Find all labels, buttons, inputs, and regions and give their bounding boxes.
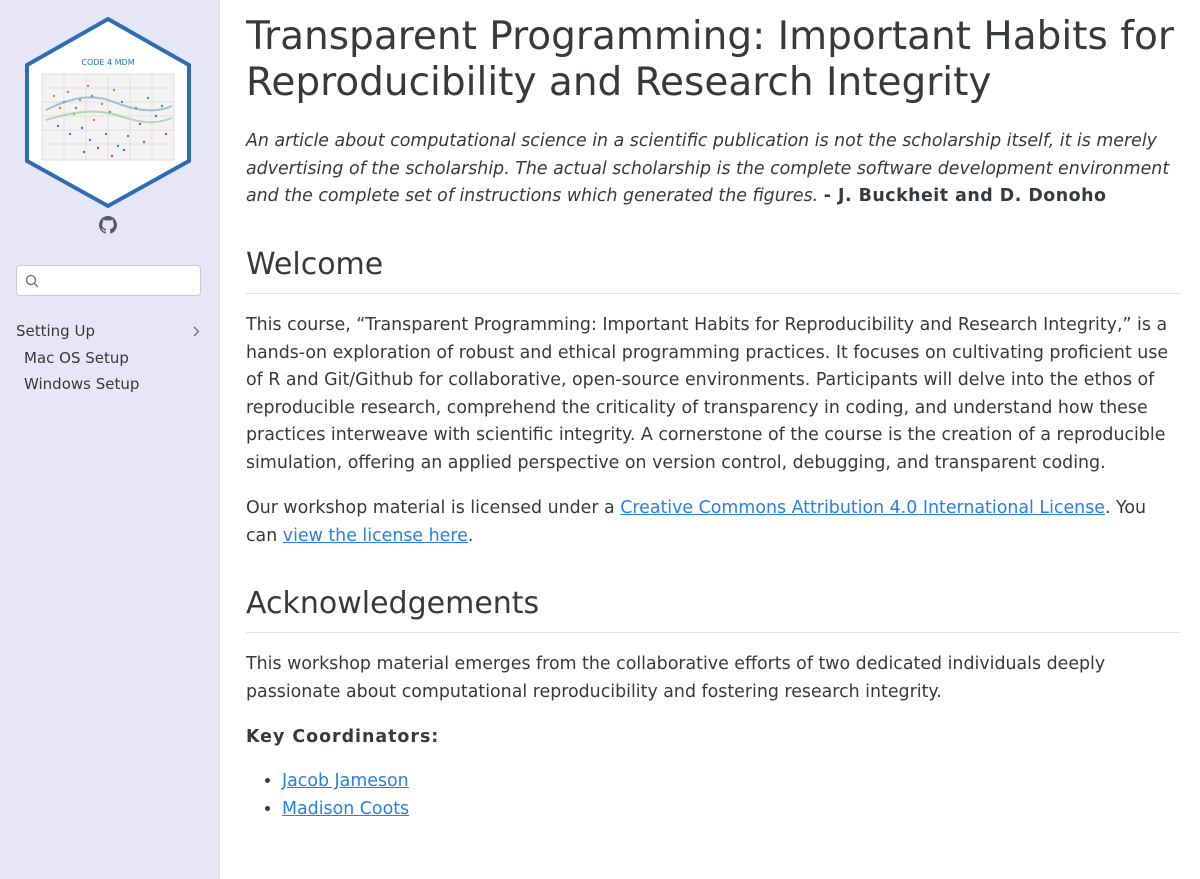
search-box[interactable] [16,265,201,296]
search-icon [25,274,39,288]
acknowledgements-heading: Acknowledgements [246,584,1180,633]
github-icon[interactable] [99,216,117,234]
welcome-heading: Welcome [246,245,1180,294]
coordinator-link-madison-coots[interactable]: Madison Coots [282,798,410,819]
sidebar-section-label: Setting Up [16,322,95,340]
chevron-right-icon[interactable] [192,326,200,337]
coordinator-link-jacob-jameson[interactable]: Jacob Jameson [282,771,409,791]
quote-text: An article about computational science in a scientific publication is not the scholarship itself, it is merely advertising of the scholarship. The actual scholarship is the complete software development environment and the complete set of instructions which generated the figures. [246,131,1170,206]
code4mdm-logo[interactable] [24,16,192,209]
logo-text: CODE 4 MDM [81,58,135,67]
cc-license-link[interactable]: Creative Commons Attribution 4.0 International License [620,498,1105,518]
sidebar [0,0,220,879]
license-paragraph [246,495,1180,550]
license-mid: . You can [246,498,1146,546]
license-suffix: . [467,525,474,546]
sidebar-item-windows-setup[interactable]: Windows Setup [24,375,140,393]
page-title: Transparent Programming: Important Habits for Reproducibility and Research Integrity [246,14,1174,105]
coordinators-list [246,768,409,823]
license-prefix: Our workshop material is licensed under a [246,498,621,518]
epigraph-quote [246,128,1180,211]
search-input[interactable] [45,270,199,293]
sidebar-item-mac-os-setup[interactable]: Mac OS Setup [24,349,129,367]
sidebar-section-setting-up[interactable] [16,319,204,343]
key-coordinators-heading: Key Coordinators: [246,727,440,747]
view-license-link[interactable]: view the license here [282,525,468,546]
list-item [282,796,409,824]
list-item [282,768,409,796]
quote-attribution: - J. Buckheit and D. Donoho [823,186,1107,206]
welcome-paragraph: This course, “Transparent Programming: Important Habits for Reproducibility and Research Integrity,” is a hands-on exploration of robust and ethical programming practices. It focuses on cultivating proficient use of R and Git/Github for collaborative, open-source environments. Participants will delve into the ethos of reproducible research, comprehend the criticality of transparency in coding, and understand how these practices interweave with scientific integrity. A cornerstone of the course is the creation of a reproducible simulation, offering an applied perspective on version control, debugging, and transparent coding. [246,315,1169,473]
acknowledgements-paragraph: This workshop material emerges from the collaborative efforts of two dedicated individuals deeply passionate about computational reproducibility and fostering research integrity. [246,654,1106,702]
